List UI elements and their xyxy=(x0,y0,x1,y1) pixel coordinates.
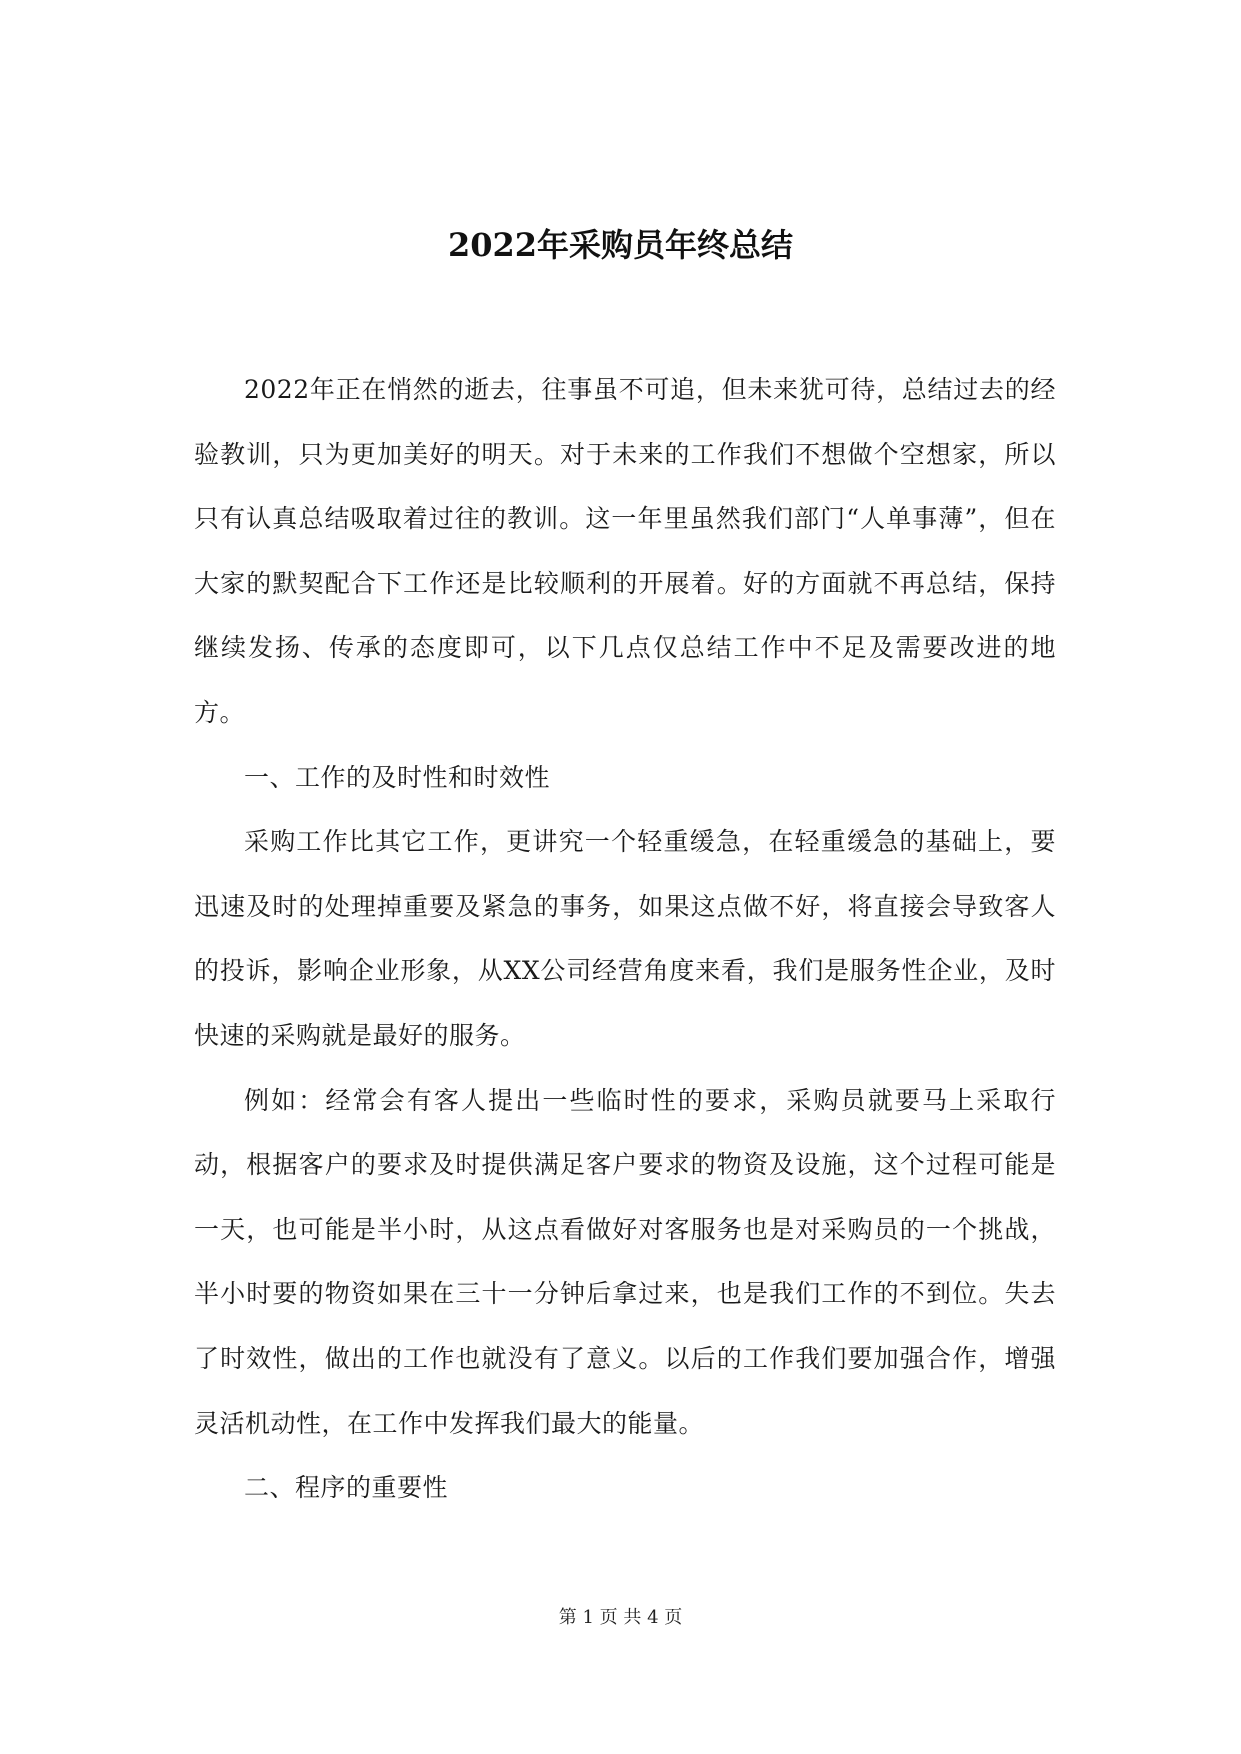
section-1-paragraph-2: 例如：经常会有客人提出一些临时性的要求，采购员就要马上采取行动，根据客户的要求及时提供满足客户要求的物资及设施，这个过程可能是一天，也可能是半小时，从这点看做好对客服务也是对采购员的一个挑战，半小时要的物资如果在三十一分钟后拿过来，也是我们工作的不到位。失去了时效性，做出的工作也就没有了意义。以后的工作我们要加强合作，增强灵活机动性，在工作中发挥我们最大的能量。 xyxy=(194,1085,1056,1438)
intro-paragraph: 2022年正在悄然的逝去，往事虽不可追，但未来犹可待，总结过去的经验教训，只为更加美好的明天。对于未来的工作我们不想做个空想家，所以只有认真总结吸取着过往的教训。这一年里虽然我们部门“人单事薄”，但在大家的默契配合下工作还是比较顺利的开展着。好的方面就不再总结，保持继续发扬、传承的态度即可，以下几点仅总结工作中不足及需要改进的地方。 xyxy=(194,375,1056,727)
document-title: 2022年采购员年终总结 xyxy=(447,226,794,264)
section-1-paragraph-1: 采购工作比其它工作，更讲究一个轻重缓急，在轻重缓急的基础上，要迅速及时的处理掉重要及紧急的事务，如果这点做不好，将直接会导致客人的投诉，影响企业形象，从XX公司经营角度来看，我们是服务性企业，及时快速的采购就是最好的服务。 xyxy=(194,827,1056,1050)
page-number-footer: 第 1 页 共 4 页 xyxy=(558,1607,683,1628)
section-heading-2: 二、程序的重要性 xyxy=(244,1473,449,1503)
document-body xyxy=(194,358,1056,1521)
section-heading-1: 一、工作的及时性和时效性 xyxy=(244,762,551,792)
